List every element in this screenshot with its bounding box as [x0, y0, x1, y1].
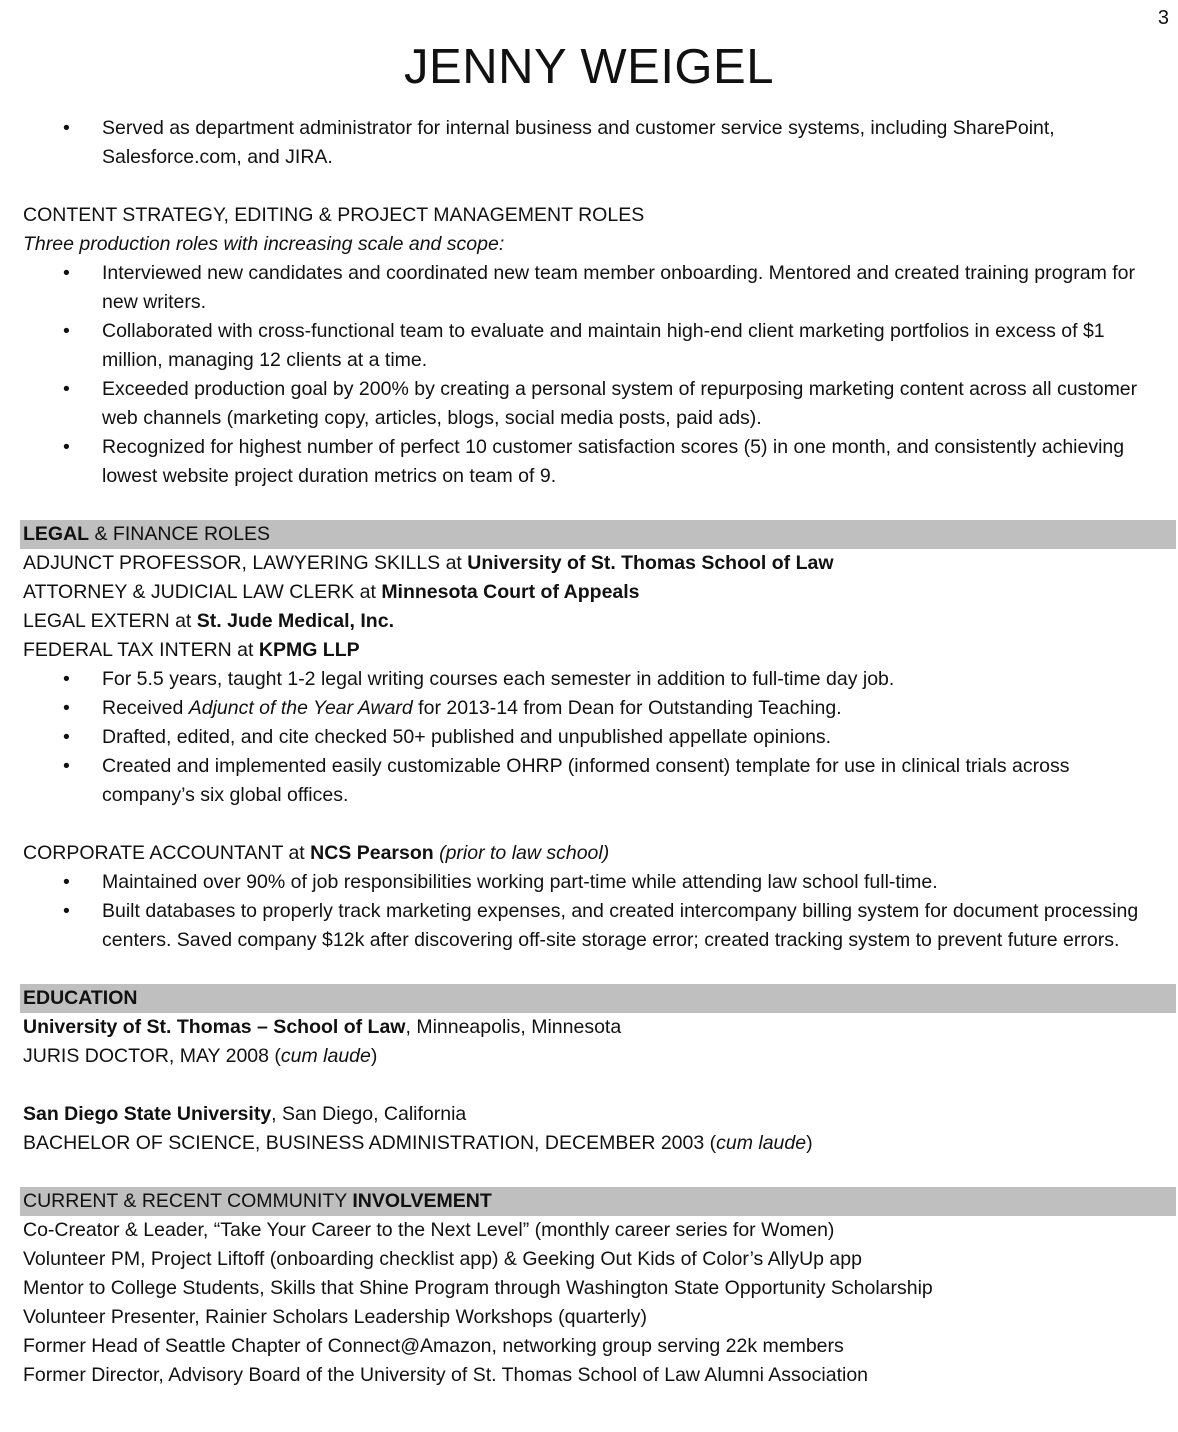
bullet-item: • Built databases to properly track marketing expenses, and created intercompany billing system for document processing centers. Saved company $12k after discovering off-site storage error; created tracking system to prevent future errors.	[23, 897, 1164, 955]
bullet-item: • Served as department administrator for internal business and customer service systems, including SharePoint, Salesforce.com, and JIRA.	[23, 114, 1164, 172]
resume-name: JENNY WEIGEL	[404, 40, 774, 94]
community-item: Co-Creator & Leader, “Take Your Career to the Next Level” (monthly career series for Women)	[23, 1219, 835, 1241]
legal-section-heading: LEGAL & FINANCE ROLES	[20, 520, 1176, 549]
bullet-item: • For 5.5 years, taught 1-2 legal writing courses each semester in addition to full-time day job.	[23, 665, 1164, 694]
role-line: ATTORNEY & JUDICIAL LAW CLERK at Minnesota Court of Appeals	[23, 581, 640, 603]
school-line: San Diego State University, San Diego, California	[23, 1103, 467, 1125]
accountant-role-line: CORPORATE ACCOUNTANT at NCS Pearson (prior to law school)	[23, 842, 610, 864]
role-line: ADJUNCT PROFESSOR, LAWYERING SKILLS at University of St. Thomas School of Law	[23, 552, 834, 574]
community-item: Volunteer Presenter, Rainier Scholars Leadership Workshops (quarterly)	[23, 1306, 647, 1328]
bullet-item: • Drafted, edited, and cite checked 50+ published and unpublished appellate opinions.	[23, 723, 1164, 752]
bullet-item: • Created and implemented easily customizable OHRP (informed consent) template for use in clinical trials across company’s six global offices.	[23, 752, 1164, 810]
page-number: 3	[1157, 7, 1169, 29]
bullet-item: • Recognized for highest number of perfect 10 customer satisfaction scores (5) in one month, and consistently achieving lowest website project duration metrics on team of 9.	[23, 433, 1164, 491]
degree-line: BACHELOR OF SCIENCE, BUSINESS ADMINISTRATION, DECEMBER 2003 (cum laude)	[23, 1132, 813, 1154]
school-line: University of St. Thomas – School of Law, Minneapolis, Minnesota	[23, 1016, 622, 1038]
community-item: Volunteer PM, Project Liftoff (onboarding checklist app) & Geeking Out Kids of Color’s AllyUp app	[23, 1248, 862, 1270]
content-roles-heading: CONTENT STRATEGY, EDITING & PROJECT MANAGEMENT ROLES	[23, 204, 645, 226]
resume-body	[23, 114, 1164, 1390]
accountant-bullets	[23, 868, 1164, 955]
community-item: Former Head of Seattle Chapter of Connect@Amazon, networking group serving 22k members	[23, 1335, 844, 1357]
bullet-item: • Received Adjunct of the Year Award for 2013-14 from Dean for Outstanding Teaching.	[23, 694, 1164, 723]
degree-line: JURIS DOCTOR, MAY 2008 (cum laude)	[23, 1045, 378, 1067]
bullet-item: • Exceeded production goal by 200% by creating a personal system of repurposing marketing content across all customer web channels (marketing copy, articles, blogs, social media posts, paid ads).	[23, 375, 1164, 433]
role-line: FEDERAL TAX INTERN at KPMG LLP	[23, 639, 360, 661]
legal-bullets	[23, 665, 1164, 810]
bullet-item: • Collaborated with cross-functional team to evaluate and maintain high-end client marketing portfolios in excess of $1 million, managing 12 clients at a time.	[23, 317, 1164, 375]
bullet-item: • Interviewed new candidates and coordinated new team member onboarding. Mentored and created training program for new writers.	[23, 259, 1164, 317]
role-line: LEGAL EXTERN at St. Jude Medical, Inc.	[23, 610, 394, 632]
community-item: Former Director, Advisory Board of the University of St. Thomas School of Law Alumni Association	[23, 1364, 869, 1386]
community-item: Mentor to College Students, Skills that Shine Program through Washington State Opportunity Scholarship	[23, 1277, 933, 1299]
education-heading: EDUCATION	[20, 984, 1176, 1013]
content-roles-subheading: Three production roles with increasing scale and scope:	[23, 233, 505, 255]
community-heading: CURRENT & RECENT COMMUNITY INVOLVEMENT	[20, 1187, 1176, 1216]
intro-bullets	[23, 114, 1164, 172]
bullet-item: • Maintained over 90% of job responsibilities working part-time while attending law school full-time.	[23, 868, 1164, 897]
content-roles-bullets	[23, 259, 1164, 491]
